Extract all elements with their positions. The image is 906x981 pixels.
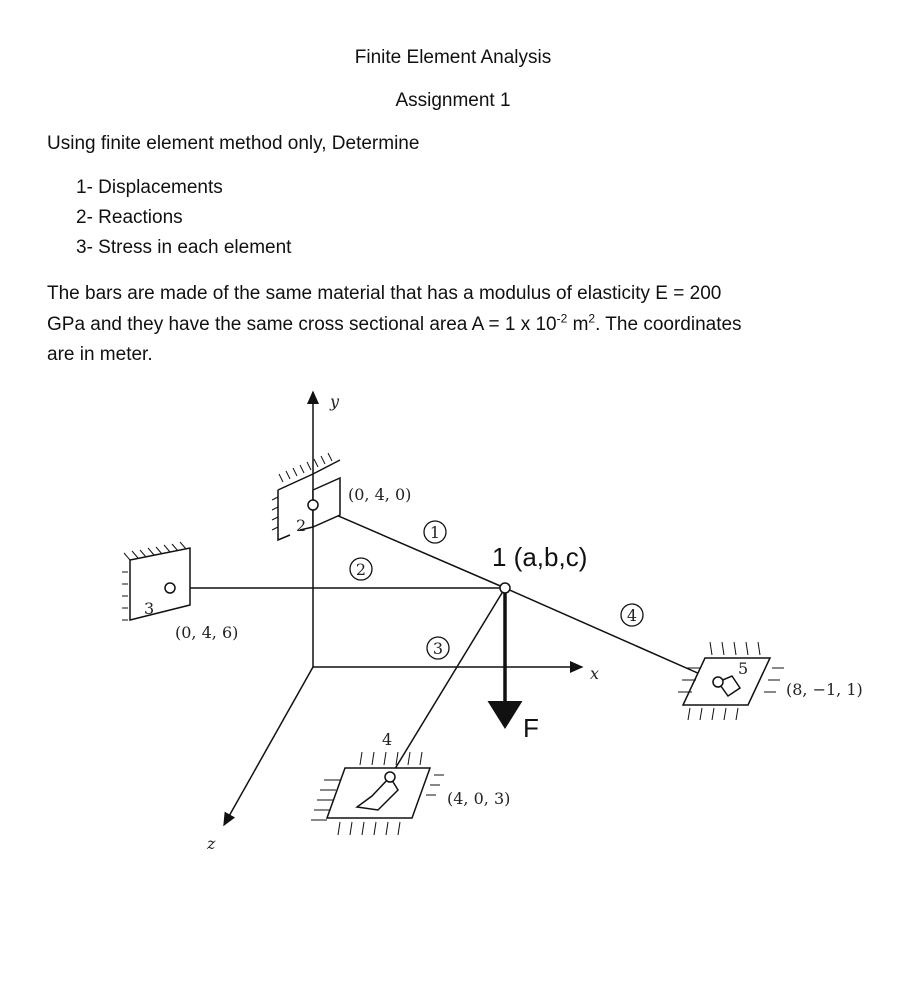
course-title: Finite Element Analysis: [354, 47, 552, 68]
area-exponent: -2: [556, 311, 568, 326]
element-4-number: 4: [626, 606, 638, 625]
z-axis: [224, 667, 313, 825]
y-axis-label: y: [330, 392, 340, 411]
element-1-number: 1: [429, 523, 441, 542]
node-2-number: 2: [296, 516, 307, 535]
list-item: 2- Reactions: [76, 207, 183, 228]
area-unit: m: [567, 313, 589, 335]
element-3-number: 3: [432, 639, 444, 658]
node-3-coords: (0, 4, 6): [175, 623, 239, 642]
coordinates-text: . The coordinates: [595, 313, 742, 335]
unit-exponent: 2: [588, 311, 596, 326]
node-3-number: 3: [144, 599, 155, 618]
support-5: [678, 642, 784, 720]
node-4-number: 4: [382, 730, 393, 749]
support-3: [122, 542, 190, 620]
force-label: F: [523, 713, 539, 743]
element-1-bar: [313, 505, 505, 588]
node-2-coords: (0, 4, 0): [348, 485, 412, 504]
instructions-intro: Using finite element method only, Determine: [47, 133, 420, 154]
element-3-bar: [390, 588, 505, 777]
assignment-title: Assignment 1: [395, 90, 511, 111]
axes: [224, 392, 582, 825]
element-2-number: 2: [355, 560, 367, 579]
node-5-coords: (8, −1, 1): [786, 680, 863, 699]
material-line-3: are in meter.: [47, 344, 153, 365]
node-1-label: 1 (a,b,c): [492, 542, 588, 572]
material-line-1: The bars are made of the same material that has a modulus of elasticity E = 200: [47, 283, 722, 304]
x-axis-label: x: [590, 664, 600, 683]
z-axis-label: z: [207, 834, 216, 853]
area-text: GPa and they have the same cross sectional area A = 1 x 10: [47, 313, 557, 335]
node-4-coords: (4, 0, 3): [447, 789, 511, 808]
list-item: 1- Displacements: [76, 177, 223, 198]
list-item: 3- Stress in each element: [76, 237, 292, 258]
node-1: [500, 583, 510, 593]
node-5-number: 5: [738, 659, 749, 678]
support-4: [311, 752, 444, 835]
